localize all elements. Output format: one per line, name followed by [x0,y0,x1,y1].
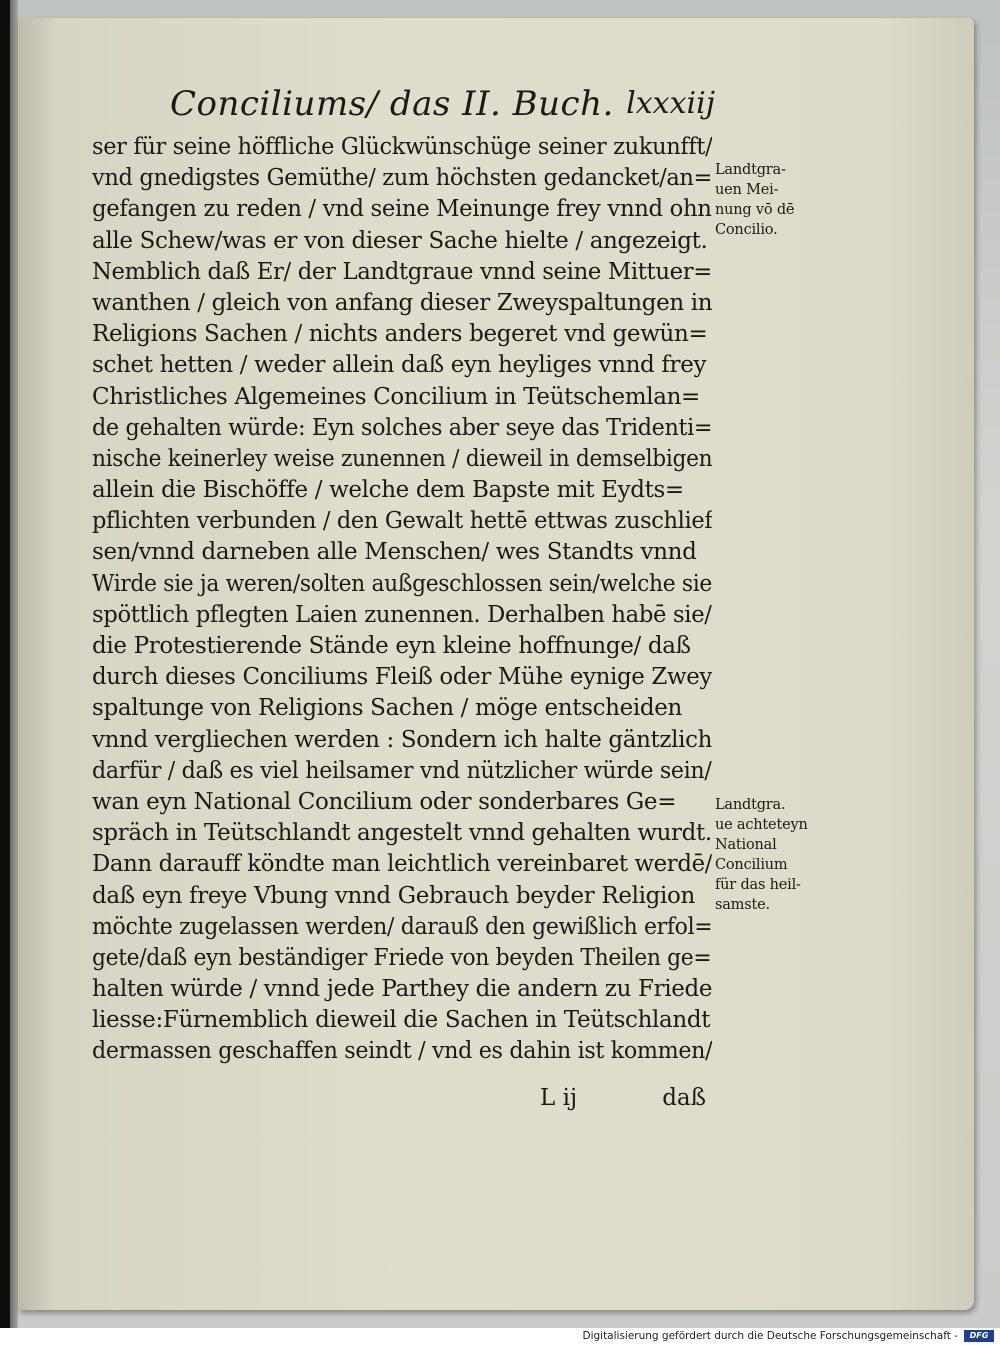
text-line: spaltunge von Religions Sachen / möge entscheiden [92,695,682,722]
text-line: wan eyn National Concilium oder sonderbares Ge= [92,788,677,815]
catchword: daß [662,1085,706,1111]
text-line: alle Schew/was er von dieser Sache hielte / angezeigt. [92,227,708,254]
marginal-note-line: samste. [715,897,770,913]
text-line: spräch in Teütschlandt angestelt vnnd gehalten wurdt. [92,820,712,847]
text-line: Wirde sie ja weren/solten außgeschlossen sein/welche sie [92,570,712,597]
marginal-note-line: nung vō dē [715,202,795,218]
text-line: schet hetten / weder allein daß eyn heyliges vnnd frey [92,352,707,379]
text-line: gefangen zu reden / vnd seine Meinunge frey vnnd ohn [92,196,712,223]
text-line: ser für seine höffliche Glückwünschüge seiner zukunfft/ [92,134,713,160]
running-title: Conciliums/ das II. Buch. [170,84,614,124]
text-line: wanthen / gleich von anfang dieser Zweyspaltungen in [92,289,712,316]
marginal-note-line: Landtgra- [715,162,786,178]
dfg-logo: DFG [964,1330,994,1342]
text-line: vnd gnedigstes Gemüthe/ zum höchsten gedancket/an= [92,165,712,192]
scan-left-edge [0,0,10,1328]
marginal-note-line: Concilio. [715,222,778,238]
text-line: die Protestierende Stände eyn kleine hoffnunge/ daß [92,633,691,659]
text-line: allein die Bischöffe / welche dem Bapste mit Eydts= [92,477,684,504]
page-header [170,82,715,132]
digitization-footer [0,1328,1000,1345]
marginal-note [715,160,827,240]
marginal-note-line: Landtgra. [715,797,786,813]
footer-credit: Digitalisierung gefördert durch die Deutsche Forschungsgemeinschaft - [582,1330,958,1342]
text-line: dermassen geschaffen seindt / vnd es dahin ist kommen/ [92,1038,713,1065]
text-line: Dann darauff köndte man leichtlich vereinbaret werdē/ [92,851,712,878]
text-line: möchte zugelassen werden/ darauß den gewißlich erfol= [92,913,713,940]
text-line: pflichten verbunden / den Gewalt hettē ettwas zuschlief [92,508,713,535]
marginal-note-line: für das heil- [715,877,801,893]
folio-number: lxxxiij [626,86,715,121]
text-line: vnnd vergliechen werden : Sondern ich halte gäntzlich [92,726,712,753]
text-line: darfür / daß es viel heilsamer vnd nützlicher würde sein/ [92,757,712,784]
marginal-note-line: ue achteteyn [715,817,808,833]
page-binding-shadow [10,0,18,1328]
text-line: nische keinerley weise zunennen / dieweil in demselbigen [92,445,712,472]
marginal-note-line: National [715,837,777,853]
marginal-note-line: uen Mei- [715,182,779,198]
text-line: de gehalten würde: Eyn solches aber seye das Tridenti= [92,414,713,441]
signature-mark: L ij [540,1085,578,1111]
page-bottom-line [92,1078,712,1118]
text-line: gete/daß eyn beständiger Friede von beyden Theilen ge= [92,944,712,971]
text-line: durch dieses Conciliums Fleiß oder Mühe eynige Zwey [92,664,712,691]
marginal-note-line: Concilium [715,857,788,873]
text-line: liesse:Fürnemblich dieweil die Sachen in Teütschlandt [92,1007,711,1034]
main-text-block [92,132,712,1068]
text-line: spöttlich pflegten Laien zunennen. Derhalben habē sie/ [92,601,712,628]
text-line: Nemblich daß Er/ der Landtgraue vnnd seine Mittuer= [92,258,713,285]
marginal-note [715,795,827,915]
text-line: daß eyn freye Vbung vnnd Gebrauch beyder Religion [92,882,695,909]
text-line: Religions Sachen / nichts anders begeret vnd gewün= [92,321,708,348]
text-line: Christliches Algemeines Concilium in Teütschemlan= [92,383,700,410]
text-line: sen/vnnd darneben alle Menschen/ wes Standts vnnd [92,539,697,566]
text-line: halten würde / vnnd jede Parthey die andern zu Friede [92,976,712,1003]
